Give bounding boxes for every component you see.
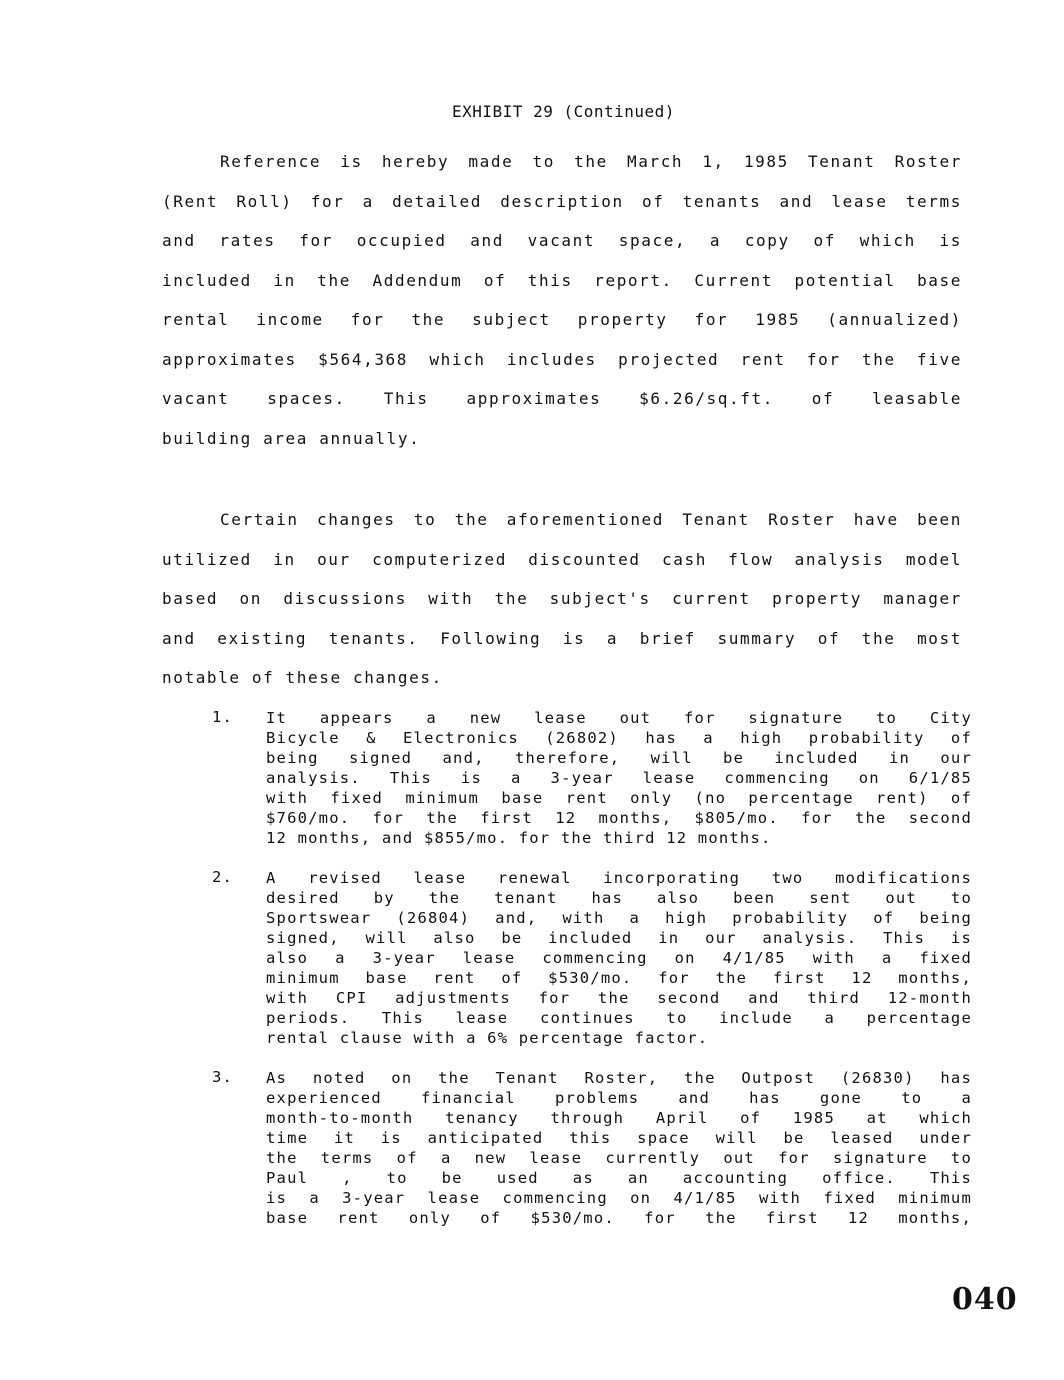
paragraph-line: vacant spaces. This approximates $6.26/sq.ft. of leasable: [162, 389, 962, 408]
list-item-line: signed, will also be included in our analysis. This is: [266, 929, 972, 947]
paragraph-line: rental income for the subject property for 1985 (annualized): [162, 310, 962, 329]
list-item-number: 1.: [212, 708, 234, 726]
paragraph-line: and rates for occupied and vacant space, a copy of which is: [162, 231, 962, 250]
paragraph-line: (Rent Roll) for a detailed description of tenants and lease terms: [162, 191, 962, 211]
list-item-line: It appears a new lease out for signature to City: [266, 709, 972, 727]
list-item: [212, 868, 972, 1048]
list-item-line: desired by the tenant has also been sent out to: [266, 889, 972, 907]
paragraph-line: utilized in our computerized discounted cash flow analysis model: [162, 549, 962, 569]
paragraph-line: Certain changes to the aforementioned Tenant Roster have been: [220, 510, 962, 529]
list-item-number: 3.: [212, 1068, 234, 1086]
list-item-line: periods. This lease continues to include a percentage: [266, 1009, 972, 1027]
list-item-line: being signed and, therefore, will be included in our: [266, 749, 972, 767]
list-item-line: minimum base rent of $530/mo. for the first 12 months,: [266, 969, 972, 987]
list-item-number: 2.: [212, 868, 234, 886]
list-item-line: is a 3-year lease commencing on 4/1/85 with fixed minimum: [266, 1189, 972, 1207]
paragraph-changes: [162, 510, 962, 708]
list-item-line: rental clause with a 6% percentage factor.: [266, 1029, 709, 1047]
paragraph-line: based on discussions with the subject's current property manager: [162, 589, 962, 608]
list-item-line: As noted on the Tenant Roster, the Outpost (26830) has: [266, 1069, 972, 1087]
list-item-line: analysis. This is a 3-year lease commencing on 6/1/85: [266, 769, 972, 787]
changes-list: [212, 708, 972, 1228]
list-item-line: A revised lease renewal incorporating two modifications: [266, 869, 972, 887]
list-item-line: month-to-month tenancy through April of 1985 at which: [266, 1109, 972, 1127]
list-item-line: with CPI adjustments for the second and third 12-month: [266, 989, 972, 1007]
list-item: [212, 1068, 972, 1228]
paragraph-line: building area annually.: [162, 428, 421, 448]
list-item-line: base rent only of $530/mo. for the first 12 months,: [266, 1209, 972, 1227]
list-item: [212, 708, 972, 848]
list-item-line: also a 3-year lease commencing on 4/1/85 with a fixed: [266, 949, 972, 967]
list-item-line: with fixed minimum base rent only (no percentage rent) of: [266, 789, 972, 807]
list-item-line: Bicycle & Electronics (26802) has a high probability of: [266, 729, 972, 747]
list-item-line: $760/mo. for the first 12 months, $805/mo. for the second: [266, 809, 972, 827]
paragraph-line: approximates $564,368 which includes projected rent for the five: [162, 349, 962, 369]
list-item-line: Paul , to be used as an accounting office. This: [266, 1169, 972, 1187]
list-item-text: [266, 708, 972, 848]
list-item-line: experienced financial problems and has gone to a: [266, 1089, 972, 1107]
list-item-line: Sportswear (26804) and, with a high probability of being: [266, 909, 972, 927]
list-item-line: the terms of a new lease currently out for signature to: [266, 1149, 972, 1167]
list-item-text: [266, 868, 972, 1048]
list-item-line: 12 months, and $855/mo. for the third 12 months.: [266, 829, 772, 847]
list-item-text: [266, 1068, 972, 1228]
paragraph-line: included in the Addendum of this report. Current potential base: [162, 270, 962, 290]
exhibit-title: EXHIBIT 29 (Continued): [452, 102, 675, 121]
paragraph-line: notable of these changes.: [162, 668, 443, 687]
page-number: 040: [952, 1282, 1018, 1317]
paragraph-rent-roll: [162, 152, 962, 468]
paragraph-line: Reference is hereby made to the March 1, 1985 Tenant Roster: [220, 152, 962, 171]
list-item-line: time it is anticipated this space will be leased under: [266, 1129, 972, 1147]
paragraph-line: and existing tenants. Following is a brief summary of the most: [162, 628, 962, 648]
